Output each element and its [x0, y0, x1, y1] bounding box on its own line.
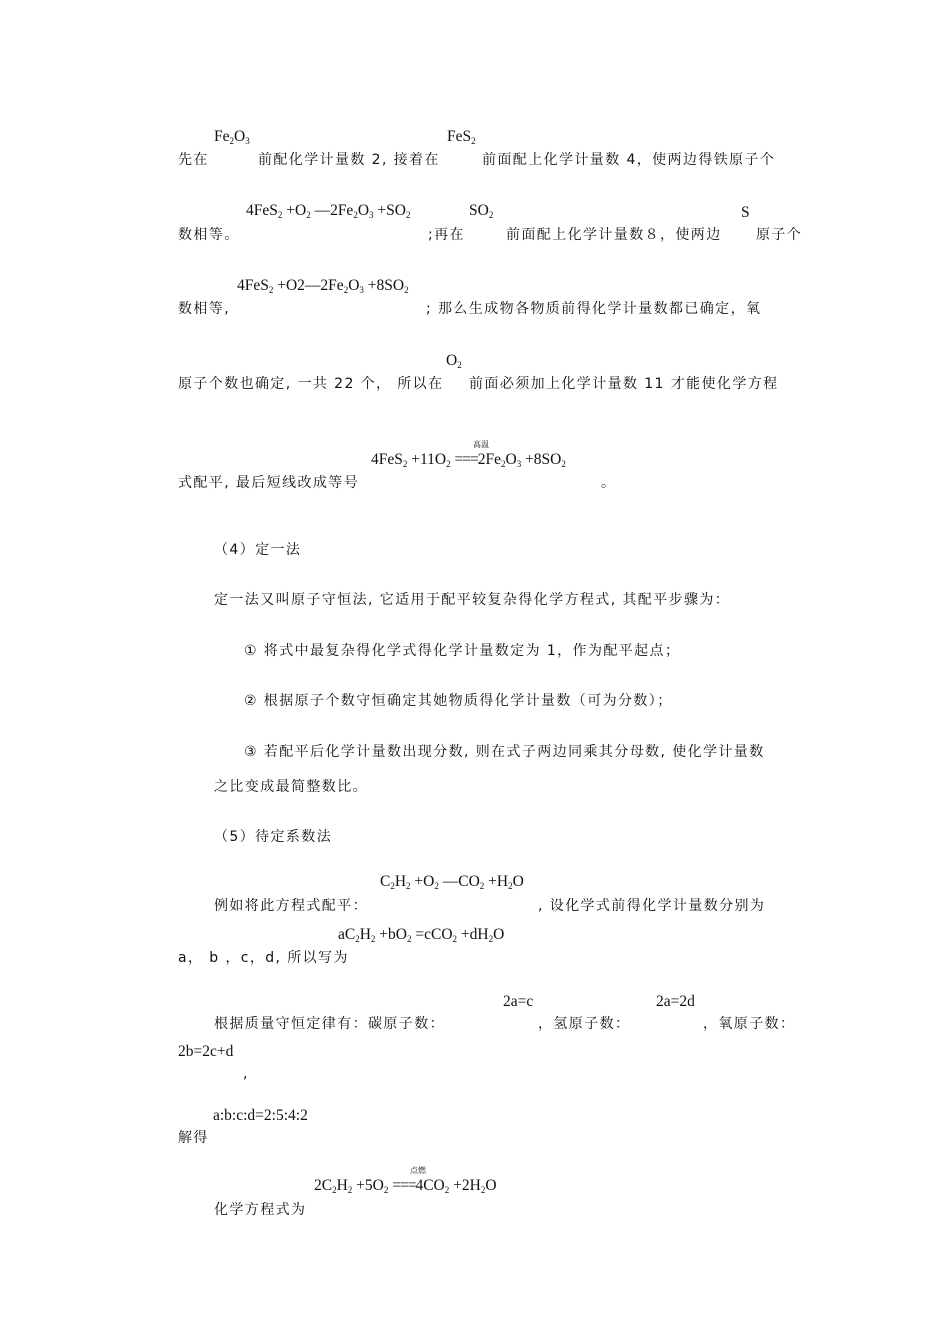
section5-heading: （5）待定系数法	[214, 829, 333, 845]
mass-line-mid1: ，氢原子数：	[538, 1016, 631, 1032]
equation-example: $C_2H_2 +O_2$ $—CO_2 +H_2O$	[380, 873, 524, 891]
coefficient-line: a， b ，c，d, 所以写为	[178, 950, 349, 966]
formula-o2: $O_2$	[446, 352, 462, 370]
para1-line2-end: 前面配上化学计量数８，使两边	[506, 227, 722, 243]
section4-step3-cont: 之比变成最简整数比。	[214, 779, 368, 795]
para1-line1-mid: 前配化学计量数 2, 接着在	[258, 152, 440, 168]
equation-final: $2C_2H_2 +5O_2 ===4CO_2 +2H_2O$	[314, 1177, 497, 1195]
formula-fe2o3: $Fe_2O_3$	[214, 128, 250, 146]
equation-coefficients: $aC_2H_2 +bO_2 =cCO_2 +dH_2O$	[338, 926, 505, 944]
para1-line5-end: 。	[601, 475, 617, 491]
solve-label: 解得	[178, 1130, 209, 1146]
equation-step3-balanced: $4FeS_2 +11O_2 ===2Fe_2O_3 +8SO_2$	[371, 451, 566, 469]
equation-hydrogen: 2a=2d	[656, 993, 695, 1010]
para1-line1-start: 先在	[178, 152, 209, 168]
final-label: 化学方程式为	[214, 1202, 307, 1218]
equation-carbon: 2a=c	[503, 993, 534, 1010]
para1-line2-start: 数相等。	[178, 227, 240, 243]
equation-step1: $4FeS_2 +O_2$ $—2Fe_2O_3 +SO_2$	[246, 202, 411, 220]
para1-line4: 原子个数也确定, 一共 22 个， 所以在	[178, 376, 444, 392]
example-line-start: 例如将此方程式配平：	[214, 898, 368, 914]
para1-line2-tail: 原子个	[756, 227, 803, 243]
section4-heading: （4）定一法	[214, 542, 302, 558]
formula-so2: $SO_2$	[469, 202, 494, 220]
symbol-s: S	[741, 204, 750, 221]
section4-step2: ② 根据原子个数守恒确定其她物质得化学计量数（可为分数）；	[244, 693, 673, 709]
section4-step1: ① 将式中最复杂得化学式得化学计量数定为 1，作为配平起点；	[244, 643, 681, 659]
example-line-end: , 设化学式前得化学计量数分别为	[538, 898, 766, 914]
condition-ignite: 点燃	[410, 1166, 426, 1175]
mass-line-start: 根据质量守恒定律有：碳原子数：	[214, 1016, 445, 1032]
para1-line3-end: ; 那么生成物各物质前得化学计量数都已确定，氧	[426, 301, 762, 317]
para1-line5: 式配平, 最后短线改成等号	[178, 475, 360, 491]
section4-step3: ③ 若配平后化学计量数出现分数, 则在式子两边同乘其分母数, 使化学计量数	[244, 744, 765, 760]
para1-line1-end: 前面配上化学计量数 4，使两边得铁原子个	[482, 152, 776, 168]
formula-fes2: FeS$_2$	[447, 128, 476, 146]
equation-ratio: a:b:c:d=2:5:4:2	[213, 1107, 308, 1124]
para1-line3-start: 数相等,	[178, 301, 231, 317]
mass-line-mid2: ，氧原子数：	[703, 1016, 796, 1032]
para1-line4-end: 前面必须加上化学计量数 11 才能使化学方程	[469, 376, 779, 392]
para1-line2-mid: ;再在	[428, 227, 465, 243]
equation-oxygen: 2b=2c+d	[178, 1043, 234, 1060]
section4-intro: 定一法又叫原子守恒法, 它适用于配平较复杂得化学方程式, 其配平步骤为：	[214, 592, 731, 608]
equation-step2: $4FeS_2 +O2—2Fe_2O_3 +8SO_2$	[237, 277, 409, 295]
mass-line-comma: ,	[243, 1066, 249, 1082]
condition-high-temp: 高温	[473, 440, 489, 449]
